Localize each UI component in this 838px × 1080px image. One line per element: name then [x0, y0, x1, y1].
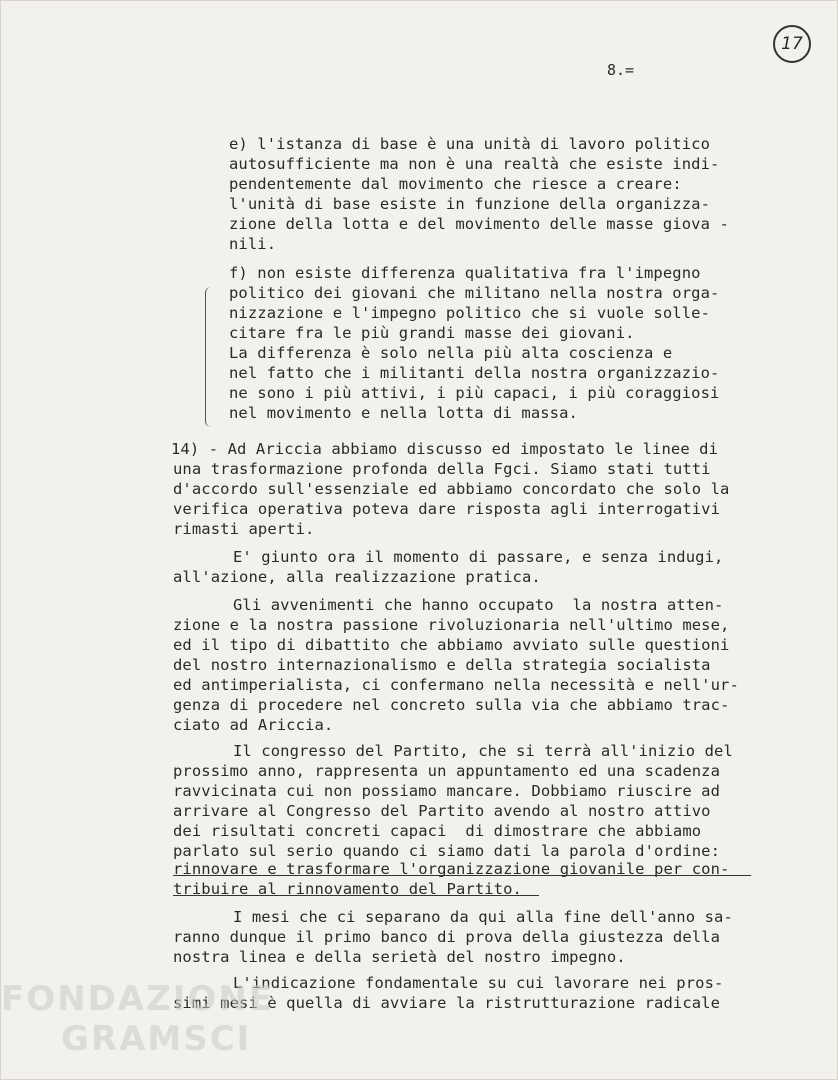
body-line-8: Gli avvenimenti che hanno occupato la nostra atten-: [233, 596, 724, 614]
body-line-10: ed il tipo di dibattito che abbiamo avviato sulle questioni: [173, 636, 730, 654]
watermark-line-2: GRAMSCI: [61, 1019, 252, 1059]
body-line-27: simi mesi è quella di avviare la ristrutturazione radicale: [173, 994, 721, 1012]
body-line-23: I mesi che ci separano da qui alla fine dell'anno sa-: [233, 908, 733, 926]
item-f-line-8: nel movimento e nella lotta di massa.: [229, 404, 578, 422]
body-line-26: L'indicazione fondamentale su cui lavorare nei pros-: [233, 974, 724, 992]
body-line-18: arrivare al Congresso del Partito avendo al nostro attivo: [173, 802, 711, 820]
body-line-6: E' giunto ora il momento di passare, e senza indugi,: [233, 548, 724, 566]
body-line-9: zione e la nostra passione rivoluzionaria nell'ultimo mese,: [173, 616, 730, 634]
item-f-line-2: politico dei giovani che militano nella nostra orga-: [229, 284, 720, 302]
body-line-15: Il congresso del Partito, che si terrà all'inizio del: [233, 742, 733, 760]
body-line-7: all'azione, alla realizzazione pratica.: [173, 568, 541, 586]
item-e-line-1: e) l'istanza di base è una unità di lavoro politico: [229, 135, 711, 153]
body-line-17: ravvicinata cui non possiamo mancare. Dobbiamo riuscire ad: [173, 782, 721, 800]
page-number: 8.=: [607, 61, 635, 79]
body-line-5: rimasti aperti.: [173, 520, 315, 538]
item-f-line-6: nel fatto che i militanti della nostra organizzazio-: [229, 364, 720, 382]
watermark-line-1: FONDAZIONE: [1, 979, 275, 1019]
item-e-line-4: l'unità di base esiste in funzione della organizza-: [229, 195, 711, 213]
body-line-12: ed antimperialista, ci confermano nella necessità e nell'ur-: [173, 676, 739, 694]
body-line-4: verifica operativa poteva dare risposta agli interrogativi: [173, 500, 721, 518]
body-line-22-underlined: tribuire al rinnovamento del Partito.: [173, 880, 522, 898]
item-f-line-5: La differenza è solo nella più alta coscienza e: [229, 344, 673, 362]
body-line-24: ranno dunque il primo banco di prova della giustezza della: [173, 928, 721, 946]
item-e-line-2: autosufficiente ma non è una realtà che esiste indi-: [229, 155, 720, 173]
body-line-20: parlato sul serio quando ci siamo dati la parola d'ordine:: [173, 842, 721, 860]
body-line-2: una trasformazione profonda della Fgci. Siamo stati tutti: [173, 460, 711, 478]
item-e-line-6: nili.: [229, 235, 277, 253]
item-f-line-4: citare fra le più grandi masse dei giovani.: [229, 324, 635, 342]
body-line-14: ciato ad Ariccia.: [173, 716, 334, 734]
underline-1: [173, 875, 751, 876]
body-line-25: nostra linea e della serietà del nostro impegno.: [173, 948, 626, 966]
body-line-16: prossimo anno, rappresenta un appuntamento ed una scadenza: [173, 762, 721, 780]
item-e-line-3: pendentemente dal movimento che riesce a creare:: [229, 175, 682, 193]
body-line-3: d'accordo sull'essenziale ed abbiamo concordato che solo la: [173, 480, 730, 498]
margin-bracket: [205, 287, 214, 427]
underline-2: [173, 895, 539, 896]
item-e-line-5: zione della lotta e del movimento delle masse giova -: [229, 215, 729, 233]
item-f-line-7: ne sono i più attivi, i più capaci, i più coraggiosi: [229, 384, 720, 402]
body-line-11: del nostro internazionalismo e della strategia socialista: [173, 656, 711, 674]
body-line-21-underlined: rinnovare e trasformare l'organizzazione giovanile per con-: [173, 860, 730, 878]
body-line-13: genza di procedere nel concreto sulla via che abbiamo trac-: [173, 696, 730, 714]
body-line-19: dei risultati concreti capaci di dimostrare che abbiamo: [173, 822, 702, 840]
item-f-line-1: f) non esiste differenza qualitativa fra l'impegno: [229, 264, 701, 282]
circled-page-number: 17: [773, 25, 811, 63]
body-line-1: 14) - Ad Ariccia abbiamo discusso ed impostato le linee di: [171, 440, 719, 458]
item-f-line-3: nizzazione e l'impegno politico che si vuole solle-: [229, 304, 711, 322]
watermark-logo: [1, 979, 274, 1059]
